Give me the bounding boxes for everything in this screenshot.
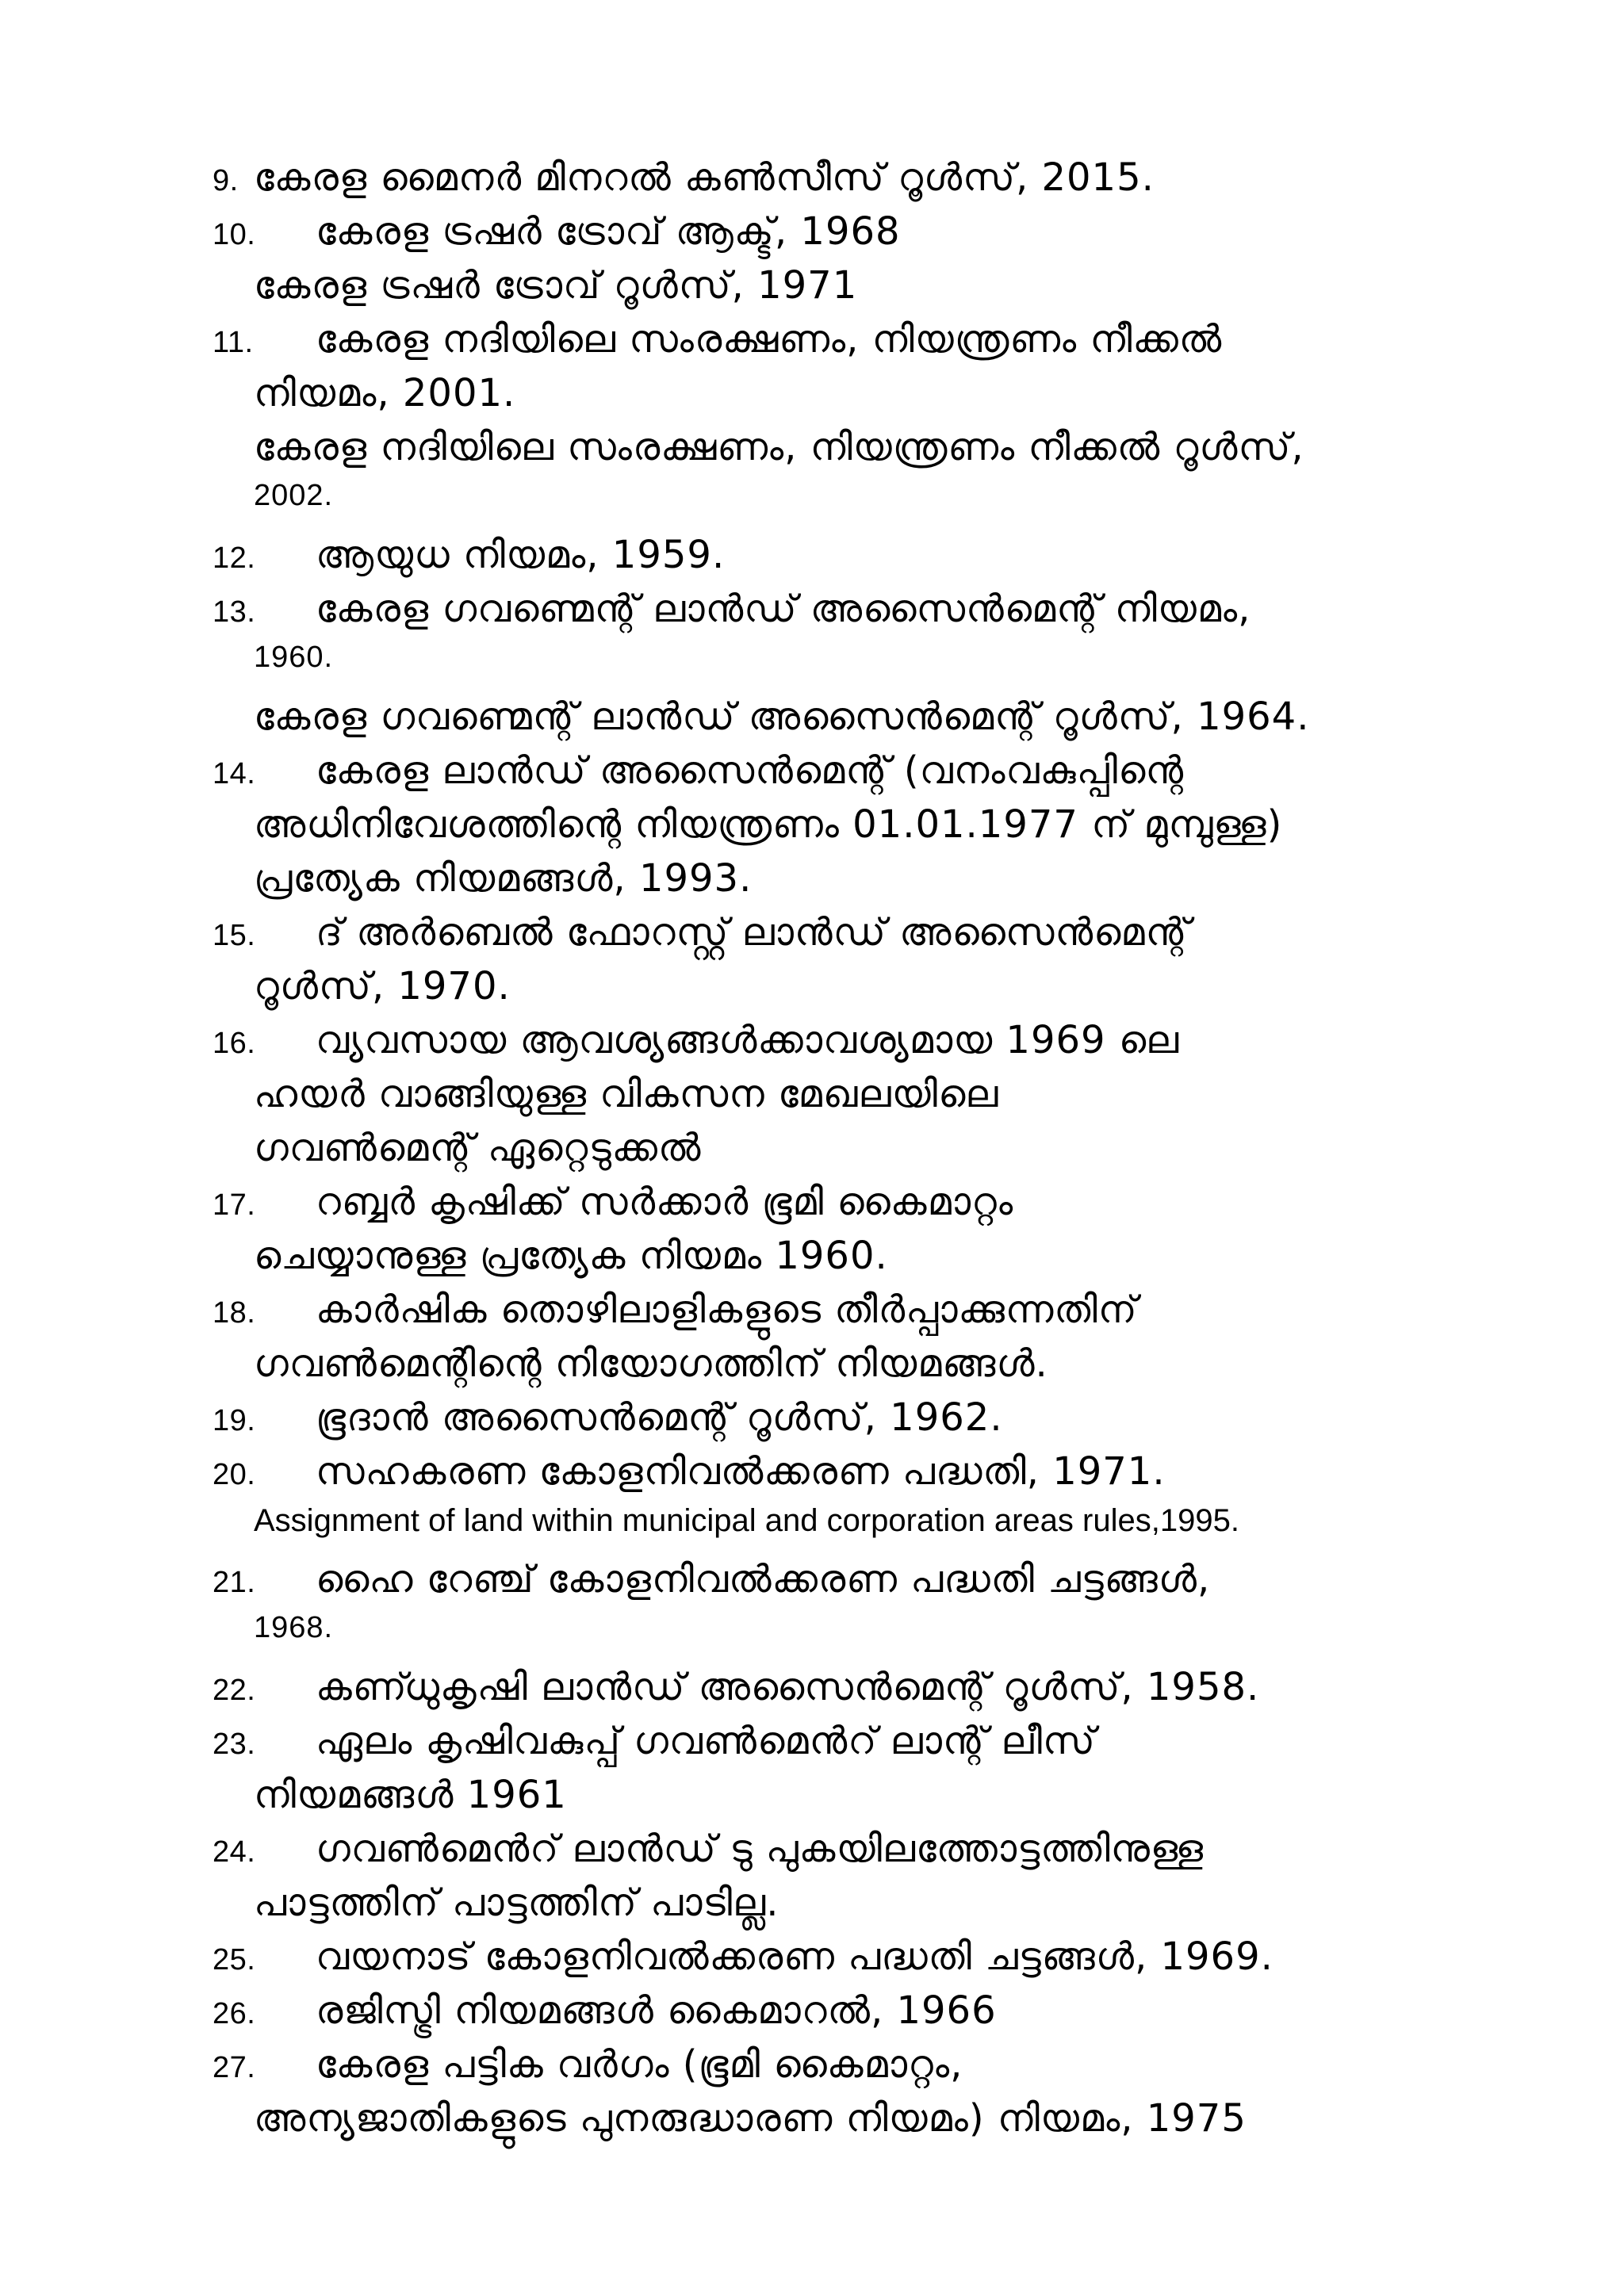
list-item (213, 1719, 1497, 1827)
item-text: നിയമങ്ങൾ 1961 (254, 1773, 567, 1817)
item-text: കാർഷിക തൊഴിലാളികളുടെ തീർപ്പാക്കുന്നതിന് (316, 1288, 1138, 1332)
list-item-line (213, 1180, 1497, 1234)
item-number: 9. (213, 164, 239, 197)
item-text: കേരള നദിയിലെ സംരക്ഷണം, നിയന്ത്രണം നീക്കൽ (316, 317, 1223, 362)
list-item-line (213, 1449, 1497, 1503)
item-text: 1960. (254, 641, 334, 674)
item-number: 11. (213, 326, 254, 359)
item-number: 13. (213, 595, 256, 629)
item-number: 25. (213, 1943, 256, 1976)
list-item (213, 1018, 1497, 1180)
item-text: നിയമം, 2001. (254, 371, 516, 415)
list-item-line (213, 641, 1497, 695)
list-item-line (213, 910, 1497, 964)
list-item-line (213, 1072, 1497, 1126)
item-text: പാട്ടത്തിന് പാട്ടത്തിന് പാടില്ല. (254, 1881, 779, 1925)
item-text: സഹകരണ കോളനിവൽക്കരണ പദ്ധതി, 1971. (316, 1449, 1166, 1494)
list-item-line (213, 1557, 1497, 1611)
list-item (213, 1988, 1497, 2042)
list-item-line (213, 1503, 1497, 1557)
rules-list (213, 155, 1497, 2150)
item-text: 1968. (254, 1611, 334, 1644)
item-text: കേരള പട്ടിക വർഗം (ഭൂമി കൈമാറ്റം, (316, 2042, 963, 2087)
list-item (213, 1288, 1497, 1395)
list-item-line (213, 1341, 1497, 1395)
item-text: ഗവൺമെന്റിന്റെ നിയോഗത്തിന് നിയമങ്ങൾ. (254, 1341, 1048, 1386)
item-number: 21. (213, 1566, 256, 1599)
list-item-line (213, 371, 1497, 425)
item-number: 15. (213, 919, 256, 952)
item-text: ഹൈ റേഞ്ച് കോളനിവൽക്കരണ പദ്ധതി ചട്ടങ്ങൾ, (316, 1557, 1211, 1601)
item-number: 24. (213, 1835, 256, 1869)
item-text: കേരള നദിയിലെ സംരക്ഷണം, നിയന്ത്രണം നീക്കൽ റൂൾസ്, (254, 425, 1304, 469)
list-item-line (213, 155, 1497, 209)
list-item-line (213, 695, 1497, 748)
item-text: അധിനിവേശത്തിന്റെ നിയന്ത്രണം 01.01.1977 ന് മുമ്പുള്ള) (254, 802, 1283, 847)
list-item-line (213, 1665, 1497, 1719)
list-item (213, 1449, 1497, 1503)
list-item (213, 1180, 1497, 1288)
list-item (213, 1665, 1497, 1719)
item-text: വയനാട് കോളനിവൽക്കരണ പദ്ധതി ചട്ടങ്ങൾ, 1969. (316, 1934, 1274, 1979)
item-text: ഭൂദാൻ അസൈൻമെന്റ് റൂൾസ്, 1962. (316, 1395, 1003, 1440)
list-item-line (213, 1881, 1497, 1934)
list-item-line (213, 1719, 1497, 1773)
list-item (213, 2042, 1497, 2150)
item-text: അന്യജാതികളുടെ പുനരുദ്ധാരണ നിയമം) നിയമം, 1975 (254, 2096, 1247, 2141)
list-item-line (213, 1827, 1497, 1881)
list-item-line (213, 479, 1497, 533)
list-item-line (213, 1126, 1497, 1180)
list-item-line (213, 2096, 1497, 2150)
list-item (213, 317, 1497, 533)
item-text: റൂൾസ്, 1970. (254, 964, 511, 1008)
item-text: പ്രത്യേക നിയമങ്ങൾ, 1993. (254, 856, 753, 901)
list-item (213, 910, 1497, 1018)
list-item-line (213, 748, 1497, 802)
item-text: കേരള മൈനർ മിനറൽ കൺസീസ് റൂൾസ്, 2015. (254, 155, 1155, 200)
item-text: ഹയർ വാങ്ങിയുള്ള വികസന മേഖലയിലെ (254, 1072, 999, 1116)
list-item-line (213, 1234, 1497, 1288)
item-text: ദ് അർബെൽ ഫോറസ്റ്റ് ലാൻഡ് അസൈൻമെന്റ് (316, 910, 1191, 955)
list-item (213, 587, 1497, 748)
list-item-line (213, 1773, 1497, 1827)
item-number: 27. (213, 2051, 256, 2084)
item-text: ആയുധ നിയമം, 1959. (316, 533, 726, 577)
item-text: കേരള ഗവണ്മെന്റ് ലാൻഡ് അസൈൻമെന്റ് നിയമം, (316, 587, 1251, 631)
item-number: 22. (213, 1674, 256, 1707)
item-text: കേരള ഗവണ്മെന്റ് ലാൻഡ് അസൈൻമെന്റ് റൂൾസ്, 1964. (254, 695, 1310, 739)
list-item-line (213, 317, 1497, 371)
item-number: 20. (213, 1458, 256, 1491)
item-text: വ്യവസായ ആവശ്യങ്ങൾക്കാവശ്യമായ 1969 ലെ (316, 1018, 1180, 1062)
list-item (213, 1557, 1497, 1665)
list-item-line (213, 2042, 1497, 2096)
list-item-line (213, 1018, 1497, 1072)
list-item-line (213, 856, 1497, 910)
list-item-line (213, 964, 1497, 1018)
item-text: കേരള ട്രഷർ ട്രോവ് ആക്ട്, 1968 (316, 209, 901, 254)
list-item-line (213, 802, 1497, 856)
item-number: 23. (213, 1728, 256, 1761)
list-item (213, 1934, 1497, 1988)
list-item (213, 209, 1497, 317)
list-item (213, 748, 1497, 910)
item-text: കേരള ലാൻഡ് അസൈൻമെന്റ് (വനംവകുപ്പിന്റെ (316, 748, 1185, 793)
list-item (213, 1395, 1497, 1449)
item-text: ഗവൺമെന്റ് ഏറ്റെടുക്കൽ (254, 1126, 702, 1170)
item-text: റബ്ബർ കൃഷിക്ക് സർക്കാർ ഭൂമി കൈമാറ്റം (316, 1180, 1014, 1224)
item-number: 12. (213, 541, 256, 575)
item-text: Assignment of land within municipal and corporation areas rules,1995. (254, 1503, 1239, 1538)
item-number: 18. (213, 1296, 256, 1330)
list-item (213, 1827, 1497, 1934)
list-item (213, 155, 1497, 209)
list-item-line (213, 533, 1497, 587)
item-text: ചെയ്യാനുള്ള പ്രത്യേക നിയമം 1960. (254, 1234, 888, 1278)
item-number: 10. (213, 218, 256, 251)
item-text: രജിസ്ട്രി നിയമങ്ങൾ കൈമാറൽ, 1966 (316, 1988, 997, 2033)
item-number: 14. (213, 757, 256, 790)
list-item-line (213, 209, 1497, 263)
list-item-line (213, 1611, 1497, 1665)
item-number: 17. (213, 1188, 256, 1222)
list-item-line (213, 263, 1497, 317)
list-item-line (213, 1988, 1497, 2042)
list-item-line (213, 587, 1497, 641)
item-text: കേരള ട്രഷർ ട്രോവ് റൂൾസ്, 1971 (254, 263, 858, 308)
list-item-line (213, 1395, 1497, 1449)
item-text: ഏലം കൃഷിവകുപ്പ് ഗവൺമെൻറ് ലാന്റ് ലീസ് (316, 1719, 1096, 1763)
list-item (213, 533, 1497, 587)
item-text: ഗവൺമെൻറ് ലാൻഡ് ടു പുകയിലത്തോട്ടത്തിനുള്ള (316, 1827, 1205, 1871)
list-item-line (213, 425, 1497, 479)
list-note (213, 1503, 1497, 1557)
item-text: കണ്ധുകൃഷി ലാൻഡ് അസൈൻമെന്റ് റൂൾസ്, 1958. (316, 1665, 1260, 1709)
item-number: 16. (213, 1027, 256, 1060)
list-item-line (213, 1288, 1497, 1341)
item-text: 2002. (254, 479, 334, 512)
item-number: 26. (213, 1997, 256, 2030)
list-item-line (213, 1934, 1497, 1988)
item-number: 19. (213, 1404, 256, 1437)
